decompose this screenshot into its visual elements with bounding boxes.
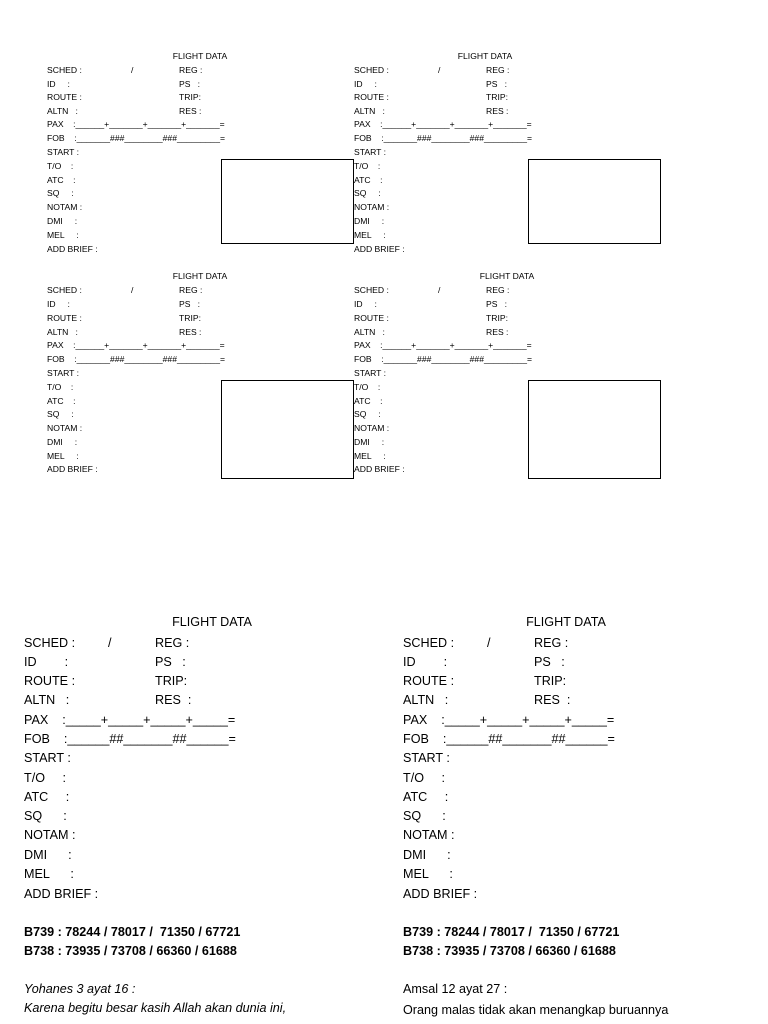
aircraft-code-b738: B738 : 73935 / 73708 / 66360 / 61688 (403, 944, 616, 958)
label-mel: MEL : (354, 230, 386, 240)
aircraft-code-b739: B739 : 78244 / 78017 / 71350 / 67721 (24, 925, 241, 939)
label-reg: REG : (155, 636, 190, 650)
label-id: ID : (24, 655, 69, 669)
verse-text: Karena begitu besar kasih Allah akan dunia ini, (24, 1001, 287, 1015)
label-reg: REG : (179, 65, 203, 75)
label-sched: SCHED : (403, 636, 455, 650)
label-to: T/O : (47, 161, 74, 171)
label-atc: ATC : (47, 175, 76, 185)
label-atc: ATC : (354, 175, 383, 185)
label-altn: ALTN : (354, 327, 385, 337)
label-route: ROUTE : (24, 674, 76, 688)
label-to: T/O : (47, 382, 74, 392)
label-start: START : (354, 147, 386, 157)
label-route: ROUTE : (403, 674, 455, 688)
label-sched: SCHED : (354, 65, 389, 75)
label-mel: MEL : (47, 230, 79, 240)
label-atc: ATC : (403, 790, 449, 804)
label-route: ROUTE : (47, 313, 82, 323)
label-to: T/O : (354, 161, 381, 171)
label-pax: PAX :______+_______+_______+_______= (354, 119, 532, 129)
sched-slash: / (131, 65, 134, 75)
label-start: START : (403, 751, 450, 765)
label-id: ID : (403, 655, 448, 669)
label-sched: SCHED : (354, 285, 389, 295)
notes-box (221, 380, 354, 479)
label-pax: PAX :______+_______+_______+_______= (354, 340, 532, 350)
label-trip: TRIP: (486, 313, 508, 323)
sched-slash: / (487, 636, 491, 650)
label-notam: NOTAM : (47, 423, 83, 433)
label-id: ID : (47, 79, 70, 89)
label-trip: TRIP: (486, 92, 508, 102)
label-sq: SQ : (47, 188, 74, 198)
label-dmi: DMI : (354, 437, 385, 447)
label-start: START : (354, 368, 386, 378)
label-pax: PAX :_____+_____+_____+_____= (24, 713, 236, 727)
verse-text: Orang malas tidak akan menangkap buruannya (403, 1003, 669, 1017)
sched-slash: / (131, 285, 134, 295)
label-altn: ALTN : (354, 106, 385, 116)
label-fob: FOB :______##_______##______= (403, 732, 615, 746)
label-pax: PAX :_____+_____+_____+_____= (403, 713, 615, 727)
label-atc: ATC : (47, 396, 76, 406)
label-mel: MEL : (24, 867, 74, 881)
notes-box (528, 380, 661, 479)
label-trip: TRIP: (179, 92, 201, 102)
aircraft-code-b739: B739 : 78244 / 78017 / 71350 / 67721 (403, 925, 620, 939)
label-route: ROUTE : (354, 92, 389, 102)
form-title: FLIGHT DATA (457, 51, 513, 61)
label-sched: SCHED : (47, 65, 82, 75)
label-ps: PS : (534, 655, 565, 669)
label-sq: SQ : (47, 409, 74, 419)
label-trip: TRIP: (179, 313, 201, 323)
form-title: FLIGHT DATA (479, 271, 535, 281)
label-mel: MEL : (403, 867, 453, 881)
aircraft-code-b738: B738 : 73935 / 73708 / 66360 / 61688 (24, 944, 237, 958)
label-add-brief: ADD BRIEF : (354, 464, 405, 474)
label-trip: TRIP: (534, 674, 567, 688)
label-ps: PS : (179, 79, 201, 89)
sched-slash: / (108, 636, 112, 650)
sched-slash: / (438, 285, 441, 295)
label-id: ID : (354, 299, 377, 309)
label-fob: FOB :_______###________###_________= (47, 133, 226, 143)
form-title: FLIGHT DATA (172, 271, 228, 281)
label-altn: ALTN : (403, 693, 449, 707)
label-to: T/O : (403, 771, 445, 785)
label-res: RES : (486, 327, 509, 337)
label-ps: PS : (179, 299, 201, 309)
label-id: ID : (354, 79, 377, 89)
label-dmi: DMI : (47, 216, 78, 226)
label-add-brief: ADD BRIEF : (47, 464, 98, 474)
label-route: ROUTE : (354, 313, 389, 323)
label-dmi: DMI : (47, 437, 78, 447)
label-ps: PS : (155, 655, 186, 669)
label-mel: MEL : (354, 451, 386, 461)
label-id: ID : (47, 299, 70, 309)
label-pax: PAX :______+_______+_______+_______= (47, 119, 225, 129)
label-atc: ATC : (24, 790, 70, 804)
label-notam: NOTAM : (24, 828, 76, 842)
label-to: T/O : (24, 771, 66, 785)
label-fob: FOB :______##_______##______= (24, 732, 236, 746)
label-route: ROUTE : (47, 92, 82, 102)
label-add-brief: ADD BRIEF : (403, 887, 478, 901)
label-notam: NOTAM : (403, 828, 455, 842)
label-notam: NOTAM : (354, 202, 390, 212)
form-title: FLIGHT DATA (172, 51, 228, 61)
label-start: START : (47, 368, 79, 378)
label-reg: REG : (179, 285, 203, 295)
label-res: RES : (179, 327, 202, 337)
label-sched: SCHED : (24, 636, 76, 650)
notes-box (528, 159, 661, 244)
label-add-brief: ADD BRIEF : (24, 887, 99, 901)
label-add-brief: ADD BRIEF : (354, 244, 405, 254)
label-mel: MEL : (47, 451, 79, 461)
form-title: FLIGHT DATA (172, 615, 252, 629)
label-res: RES : (486, 106, 509, 116)
label-pax: PAX :______+_______+_______+_______= (47, 340, 225, 350)
label-ps: PS : (486, 79, 508, 89)
label-altn: ALTN : (24, 693, 70, 707)
label-fob: FOB :_______###________###_________= (354, 354, 533, 364)
label-sched: SCHED : (47, 285, 82, 295)
verse-reference: Amsal 12 ayat 27 : (403, 982, 508, 996)
label-sq: SQ : (354, 188, 381, 198)
label-dmi: DMI : (24, 848, 72, 862)
label-start: START : (24, 751, 71, 765)
label-fob: FOB :_______###________###_________= (47, 354, 226, 364)
label-reg: REG : (486, 285, 510, 295)
label-sq: SQ : (354, 409, 381, 419)
label-reg: REG : (486, 65, 510, 75)
label-res: RES : (179, 106, 202, 116)
label-sq: SQ : (403, 809, 446, 823)
label-notam: NOTAM : (47, 202, 83, 212)
verse-reference: Yohanes 3 ayat 16 : (24, 982, 136, 996)
form-title: FLIGHT DATA (526, 615, 606, 629)
label-trip: TRIP: (155, 674, 188, 688)
label-res: RES : (534, 693, 571, 707)
label-atc: ATC : (354, 396, 383, 406)
label-add-brief: ADD BRIEF : (47, 244, 98, 254)
label-dmi: DMI : (403, 848, 451, 862)
label-fob: FOB :_______###________###_________= (354, 133, 533, 143)
label-to: T/O : (354, 382, 381, 392)
label-dmi: DMI : (354, 216, 385, 226)
label-notam: NOTAM : (354, 423, 390, 433)
label-altn: ALTN : (47, 327, 78, 337)
label-ps: PS : (486, 299, 508, 309)
label-reg: REG : (534, 636, 569, 650)
label-sq: SQ : (24, 809, 67, 823)
sched-slash: / (438, 65, 441, 75)
label-start: START : (47, 147, 79, 157)
label-res: RES : (155, 693, 192, 707)
notes-box (221, 159, 354, 244)
label-altn: ALTN : (47, 106, 78, 116)
